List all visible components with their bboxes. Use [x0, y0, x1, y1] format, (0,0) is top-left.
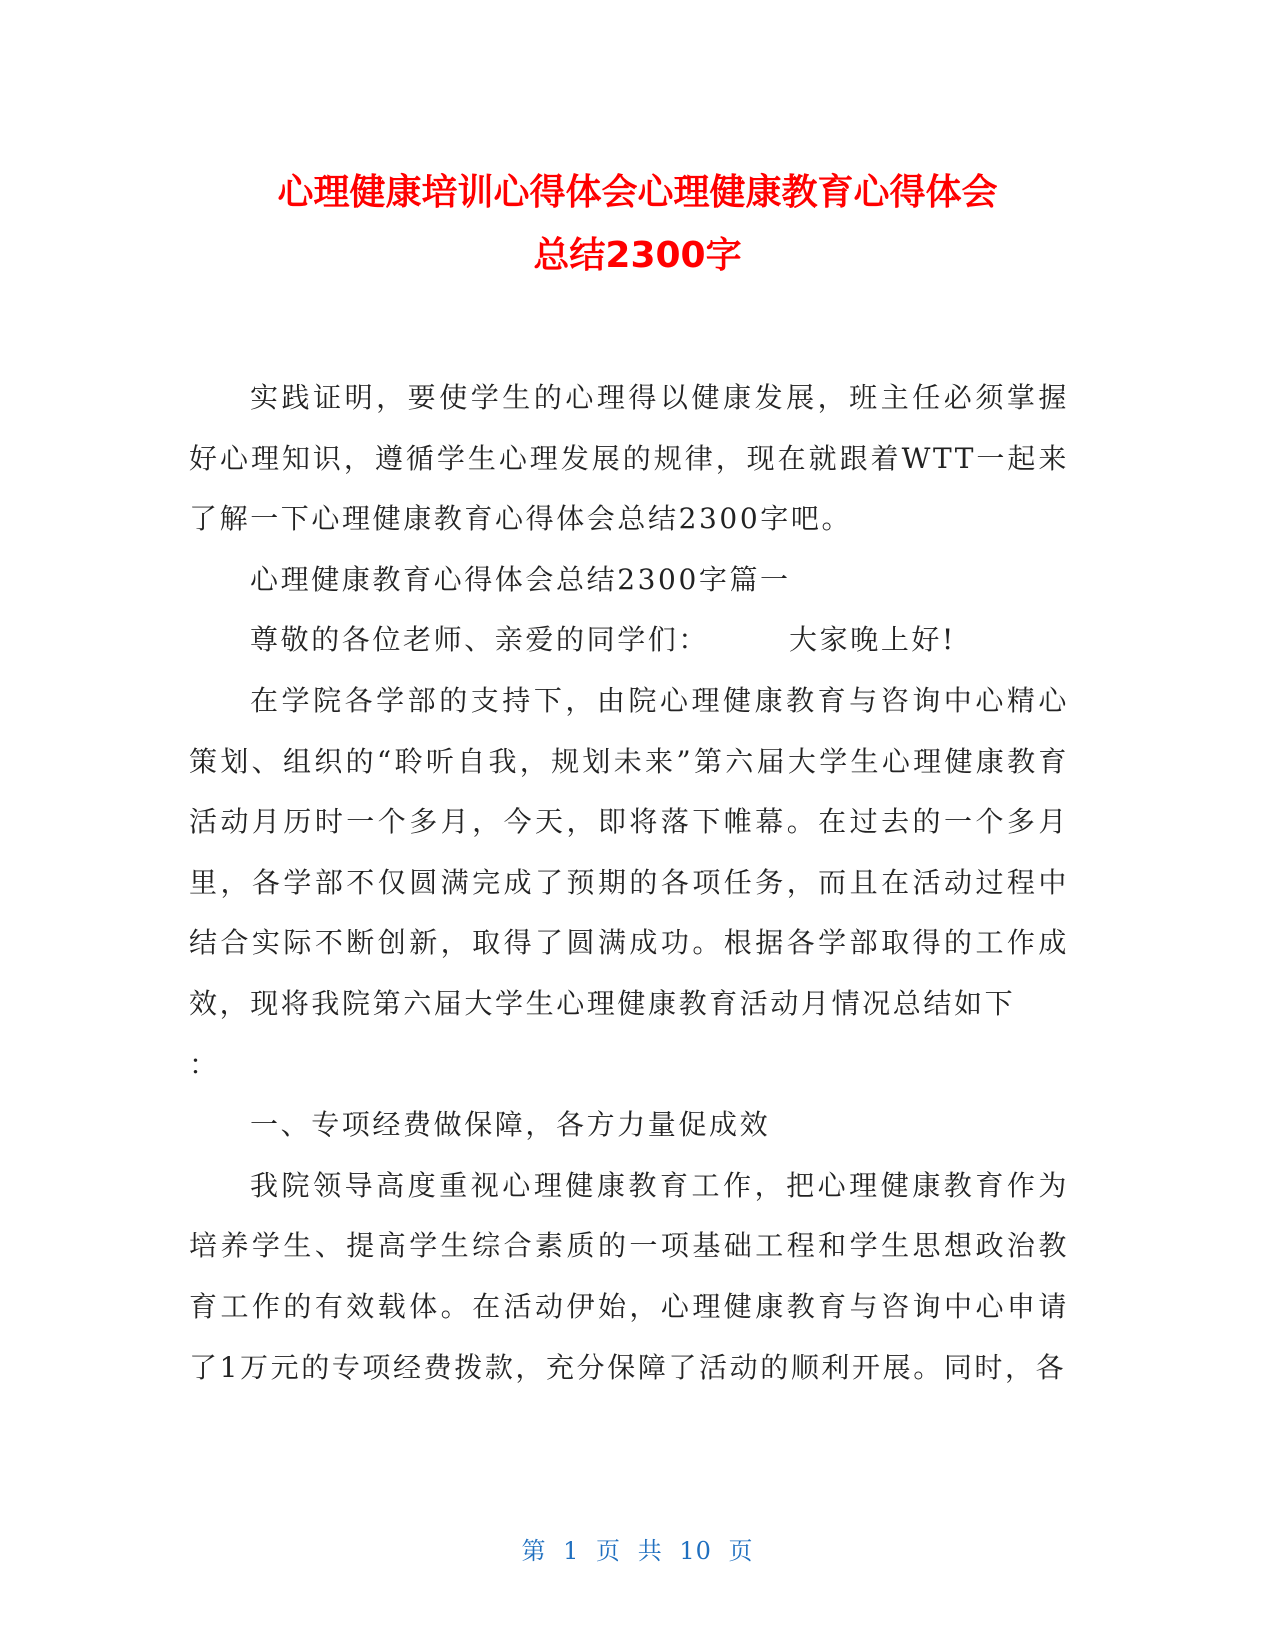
footer-suffix: 页 [728, 1537, 754, 1565]
intro-paragraph: 实践证明，要使学生的心理得以健康发展，班主任必须掌握好心理知识，遵循学生心理发展的规律，现在就跟着WTT一起来了解一下心理健康教育心得体会总结2300字吧。 [189, 381, 1069, 536]
activity-summary-paragraph: 在学院各学部的支持下，由院心理健康教育与咨询中心精心策划、组织的“聆听自我，规划未来”第六届大学生心理健康教育活动月历时一个多月，今天，即将落下帷幕。在过去的一个多月里，各学部不仅圆满完成了预期的各项任务，而且在活动过程中结合实际不断创新，取得了圆满成功。根据各学部取得的工作成效，现将我院第六届大学生心理健康教育活动月情况总结如下 [189, 683, 1069, 1020]
footer-current-page: 1 [563, 1537, 580, 1565]
section-heading-part-one: 心理健康教育心得体会总结2300字篇一 [250, 562, 791, 596]
greeting-salutation: 大家晚上好! [789, 623, 956, 657]
footer-total-word: 共 [637, 1537, 663, 1565]
footer-page-word: 页 [596, 1537, 622, 1565]
document-title-line-1: 心理健康培训心得体会心理健康教育心得体会 [277, 172, 998, 213]
greeting-audience: 尊敬的各位老师、亲爱的同学们： [250, 623, 710, 657]
colon-line: ： [189, 1047, 220, 1081]
section-heading-one: 一、专项经费做保障，各方力量促成效 [250, 1108, 771, 1142]
funding-paragraph: 我院领导高度重视心理健康教育工作，把心理健康教育作为培养学生、提高学生综合素质的一项基础工程和学生思想政治教育工作的有效载体。在活动伊始，心理健康教育与咨询中心申请了1万元的专项经费拨款，充分保障了活动的顺利开展。同时，各 [189, 1168, 1069, 1384]
footer-total-pages: 10 [679, 1537, 712, 1565]
document-body [189, 368, 1069, 1398]
page-number-footer [0, 1531, 1275, 1566]
footer-prefix: 第 [521, 1537, 547, 1565]
document-title-line-2: 总结2300字 [533, 235, 742, 276]
greeting-paragraph [189, 610, 1069, 671]
